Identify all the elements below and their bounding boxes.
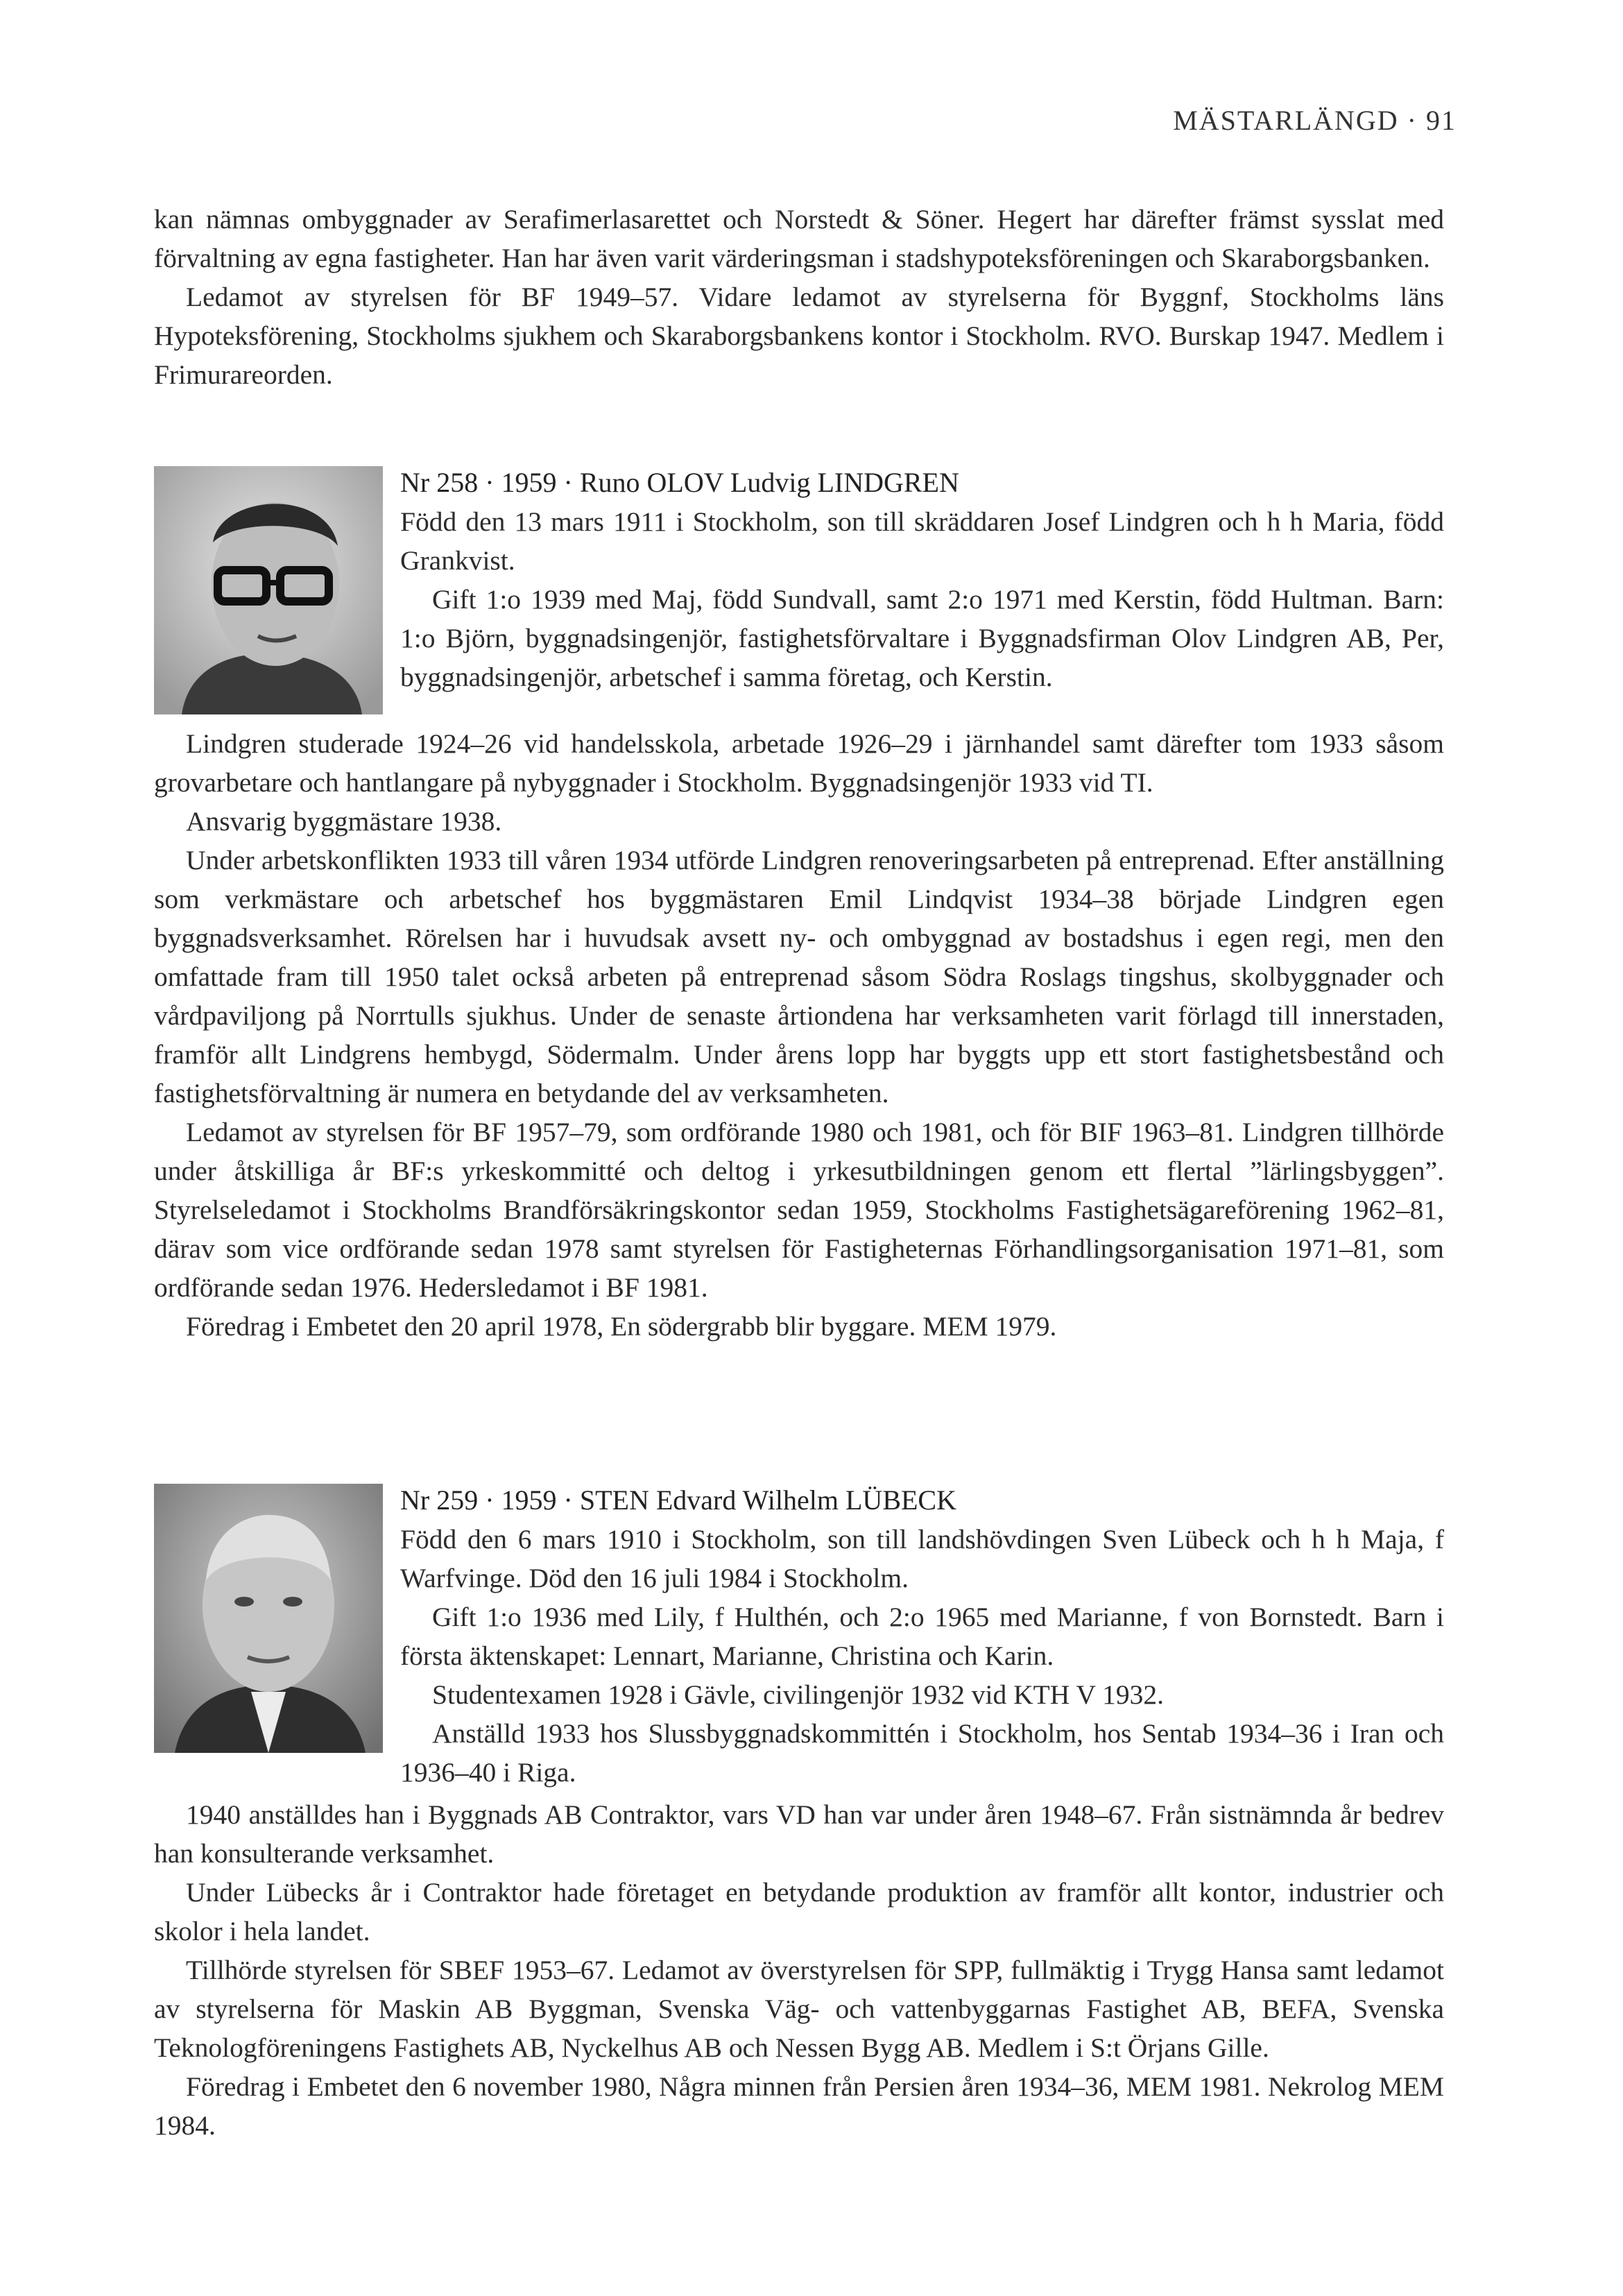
entry-258-paragraph: Under arbetskonflikten 1933 till våren 1934 utförde Lindgren renoveringsarbeten på entreprenad. Efter anställning som verkmästare och arbetschef hos byggmästaren Emil Lindqvist 1934–38 började Lindgren egen byggnadsverksamhet. Rörelsen har i huvudsak avsett ny- och ombyggnad av bostadshus i egen regi, men den omfattade fram till 1950 talet också arbeten på entreprenad såsom Södra Roslags tingshus, skolbyggnader och vårdpaviljong på Norrtulls sjukhus. Under de senaste årtiondena har verksamheten varit förlagd till innerstaden, framför allt Lindgrens hembygd, Södermalm. Under årens lopp har byggts upp ett stort fastighetsbestånd och fastighetsförvaltning är numera en betydande del av verksamheten. — [154, 845, 1444, 1108]
intro-paragraph: kan nämnas ombyggnader av Serafimerlasarettet och Norstedt & Söner. Hegert har därefter främst sysslat med förvaltning av egna fastigheter. Han har även varit värderingsman i stadshypoteksföreningen och Skaraborgsbanken. — [154, 204, 1444, 273]
running-head: MÄSTARLÄNGD · 91 — [1173, 105, 1457, 136]
entry-259-education: Studentexamen 1928 i Gävle, civilingenjör 1932 vid KTH V 1932. — [432, 1679, 1165, 1710]
entry-258-paragraph: Lindgren studerade 1924–26 vid handelsskola, arbetade 1926–29 i järnhandel samt därefter tom 1933 såsom grovarbetare och hantlangare på nybyggnader i Stockholm. Byggnadsingenjör 1933 vid TI. — [154, 728, 1444, 798]
entry-259-birth: Född den 6 mars 1910 i Stockholm, son till landshövdingen Sven Lübeck och h h Maja, f Warfvinge. Död den 16 juli 1984 i Stockholm. — [400, 1524, 1444, 1593]
entry-259-title: Nr 259 · 1959 · STEN Edvard Wilhelm LÜBECK — [400, 1484, 956, 1516]
entry-258-paragraph: Ansvarig byggmästare 1938. — [186, 806, 502, 837]
entry-259-family: Gift 1:o 1936 med Lily, f Hulthén, och 2:o 1965 med Marianne, f von Bornstedt. Barn i första äktenskapet: Lennart, Marianne, Christina och Karin. — [400, 1602, 1444, 1671]
intro-section — [154, 200, 1444, 394]
entry-258-family: Gift 1:o 1939 med Maj, född Sundvall, samt 2:o 1971 med Kerstin, född Hultman. Barn: 1:o Björn, byggnadsingenjör, fastighetsförvaltare i Byggnadsfirman Olov Lindgren AB, Per, byggnadsingenjör, arbetschef i samma företag, och Kerstin. — [400, 584, 1444, 692]
entry-258-paragraph: Föredrag i Embetet den 20 april 1978, En södergrabb blir byggare. MEM 1979. — [186, 1311, 1057, 1342]
entry-259-paragraph: Föredrag i Embetet den 6 november 1980, Några minnen från Persien åren 1934–36, MEM 1981. Nekrolog MEM 1984. — [154, 2071, 1444, 2141]
portrait-lubeck — [154, 1484, 383, 1753]
entry-259-paragraph: Tillhörde styrelsen för SBEF 1953–67. Ledamot av överstyrelsen för SPP, fullmäktig i Trygg Hansa samt ledamot av styrelserna för Maskin AB Byggman, Svenska Väg- och vattenbyggarnas Fastighet AB, BEFA, Svenska Teknologföreningens Fastighets AB, Nyckelhus AB och Nessen Bygg AB. Medlem i S:t Örjans Gille. — [154, 1955, 1444, 2063]
intro-paragraph: Ledamot av styrelsen för BF 1949–57. Vidare ledamot av styrelserna för Byggnf, Stockholms läns Hypoteksförening, Stockholms sjukhem och Skaraborgsbankens kontor i Stockholm. RVO. Burskap 1947. Medlem i Frimurareorden. — [154, 282, 1444, 390]
portrait-lindgren — [154, 466, 383, 714]
portrait-lubeck-image — [154, 1484, 383, 1753]
entry-258-side-text — [400, 463, 1444, 696]
entry-259-employment: Anställd 1933 hos Slussbyggnadskommittén i Stockholm, hos Sentab 1934–36 i Iran och 1936–40 i Riga. — [400, 1718, 1444, 1788]
entry-259-body — [154, 1795, 1444, 2145]
entry-259-side-text — [400, 1481, 1444, 1792]
entry-258-body — [154, 724, 1444, 1346]
entry-258-title: Nr 258 · 1959 · Runo OLOV Ludvig LINDGREN — [400, 467, 959, 498]
portrait-lindgren-image — [154, 466, 383, 714]
entry-258-birth: Född den 13 mars 1911 i Stockholm, son till skräddaren Josef Lindgren och h h Maria, född Grankvist. — [400, 506, 1444, 576]
entry-259-paragraph: 1940 anställdes han i Byggnads AB Contraktor, vars VD han var under åren 1948–67. Från sistnämnda år bedrev han konsulterande verksamhet. — [154, 1799, 1444, 1869]
entry-258-paragraph: Ledamot av styrelsen för BF 1957–79, som ordförande 1980 och 1981, och för BIF 1963–81. Lindgren tillhörde under åtskilliga år BF:s yrkeskommitté och deltog i yrkesutbildningen genom ett flertal ”lärlingsbyggen”. Styrelseledamot i Stockholms Brandförsäkringskontor sedan 1959, Stockholms Fastighetsägareförening 1962–81, därav som vice ordförande sedan 1978 samt styrelsen för Fastigheternas Förhandlingsorganisation 1971–81, som ordförande sedan 1976. Hedersledamot i BF 1981. — [154, 1117, 1444, 1303]
entry-259-paragraph: Under Lübecks år i Contraktor hade företaget en betydande produktion av framför allt kontor, industrier och skolor i hela landet. — [154, 1877, 1444, 1946]
